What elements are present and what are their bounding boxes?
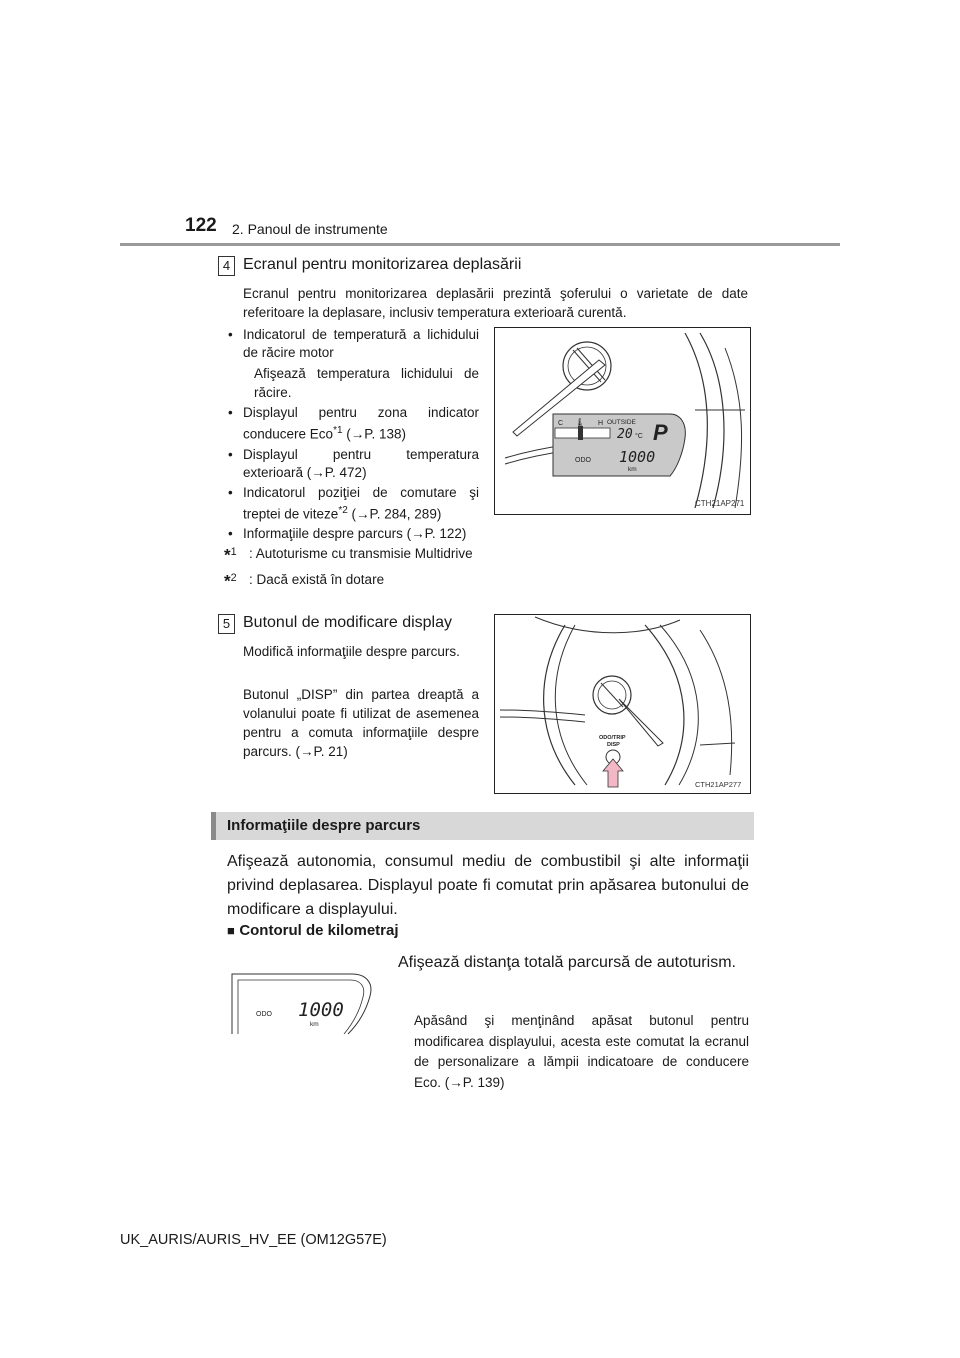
button-label-disp: DISP	[607, 742, 620, 748]
odo-label: ODO	[256, 1011, 272, 1018]
press-arrow-icon	[603, 759, 623, 787]
bullet-item: • Displayul pentru temperatura exterioară (→P. 472)	[224, 446, 479, 482]
section-intro: Afişează autonomia, consumul mediu de combustibil şi alte informaţii privind deplasarea. Displayul poate fi comutat prin apăsarea butonului de modificare a displayului.	[227, 853, 749, 918]
subsection-note: Apăsând şi menţinând apăsat butonul pentru modificarea displayului, acesta este comutat la ecranul de personalizare a lămpii indicatoare de conducere Eco. (→P. 139)	[414, 1013, 749, 1090]
bullet-sub-description: Afişează temperatura lichidului de răcire.	[254, 366, 479, 400]
odo-label: ODO	[575, 457, 591, 464]
item-paragraph: Butonul „DISP” din partea dreaptă a volanului poate fi utilizat de asemenea pentru a comuta informaţiile despre parcurs. (→P. 21)	[243, 687, 479, 759]
item-description: Ecranul pentru monitorizarea deplasării prezintă şoferului o varietate de date referitoare la deplasare, inclusiv temperatura exterioară curentă.	[243, 286, 748, 320]
item-number-badge: 5	[218, 614, 235, 634]
instrument-cluster-illustration	[495, 615, 750, 793]
odometer-unit: km	[310, 1021, 319, 1028]
odometer-illustration	[230, 966, 380, 1036]
display-change-button-figure	[494, 614, 751, 794]
bullet-item: • Informaţiile despre parcurs (→P. 122)	[224, 525, 479, 543]
figure-code: CTH21AP271	[695, 499, 745, 508]
outside-label: OUTSIDE	[607, 419, 636, 426]
document-footer: UK_AURIS/AURIS_HV_EE (OM12G57E)	[120, 1232, 387, 1248]
item-bullet-list	[224, 326, 479, 589]
page-number: 122	[185, 215, 217, 236]
chapter-title: 2. Panoul de instrumente	[232, 221, 388, 237]
odometer-figure	[230, 966, 380, 1036]
footnote: *$^2$ : Dacă există în dotare	[224, 571, 385, 591]
odometer-value: 1000	[619, 448, 656, 466]
item-paragraph: Modifică informaţiile despre parcurs.	[243, 644, 460, 659]
footnote: *$^1$ : Autoturisme cu transmisie Multidrive	[224, 545, 473, 565]
header-divider	[120, 243, 840, 246]
outside-temp-value: 20	[617, 427, 633, 442]
instrument-cluster-illustration	[495, 328, 750, 514]
item-title: Butonul de modificare display	[243, 614, 453, 631]
section-title: Informaţiile despre parcurs	[227, 817, 421, 834]
coolant-hot-label: H	[598, 420, 604, 427]
subsection-text: Afişează distanţa totală parcursă de autoturism.	[398, 954, 736, 971]
thermometer-icon: 🌡	[575, 418, 586, 427]
item-number-badge: 4	[218, 256, 235, 276]
bullet-item: • Indicatorul poziţiei de comutare şi treptei de viteze$^{*2}$ (→P. 284, 289)	[224, 484, 479, 524]
odometer-unit: km	[628, 466, 637, 473]
subheading-marker: ■	[227, 923, 235, 938]
figure-code: CTH21AP277	[695, 780, 742, 789]
coolant-cold-label: C	[558, 420, 564, 427]
multi-information-display-figure	[494, 327, 751, 515]
subheading: ■ Contorul de kilometraj	[227, 922, 399, 939]
bullet-item: • Displayul pentru zona indicator conducere Eco$^{*1}$ (→P. 138)	[224, 404, 479, 444]
bullet-item: • Indicatorul de temperatură a lichidului de răcire motor	[224, 326, 479, 362]
odometer-value: 1000	[298, 999, 344, 1021]
temp-unit: °C	[635, 433, 643, 440]
item-title: Ecranul pentru monitorizarea deplasării	[243, 256, 522, 273]
gear-position-indicator: P	[653, 420, 668, 445]
section-heading-bar	[211, 812, 754, 840]
button-label-odo-trip: ODO/TRIP	[599, 735, 626, 741]
